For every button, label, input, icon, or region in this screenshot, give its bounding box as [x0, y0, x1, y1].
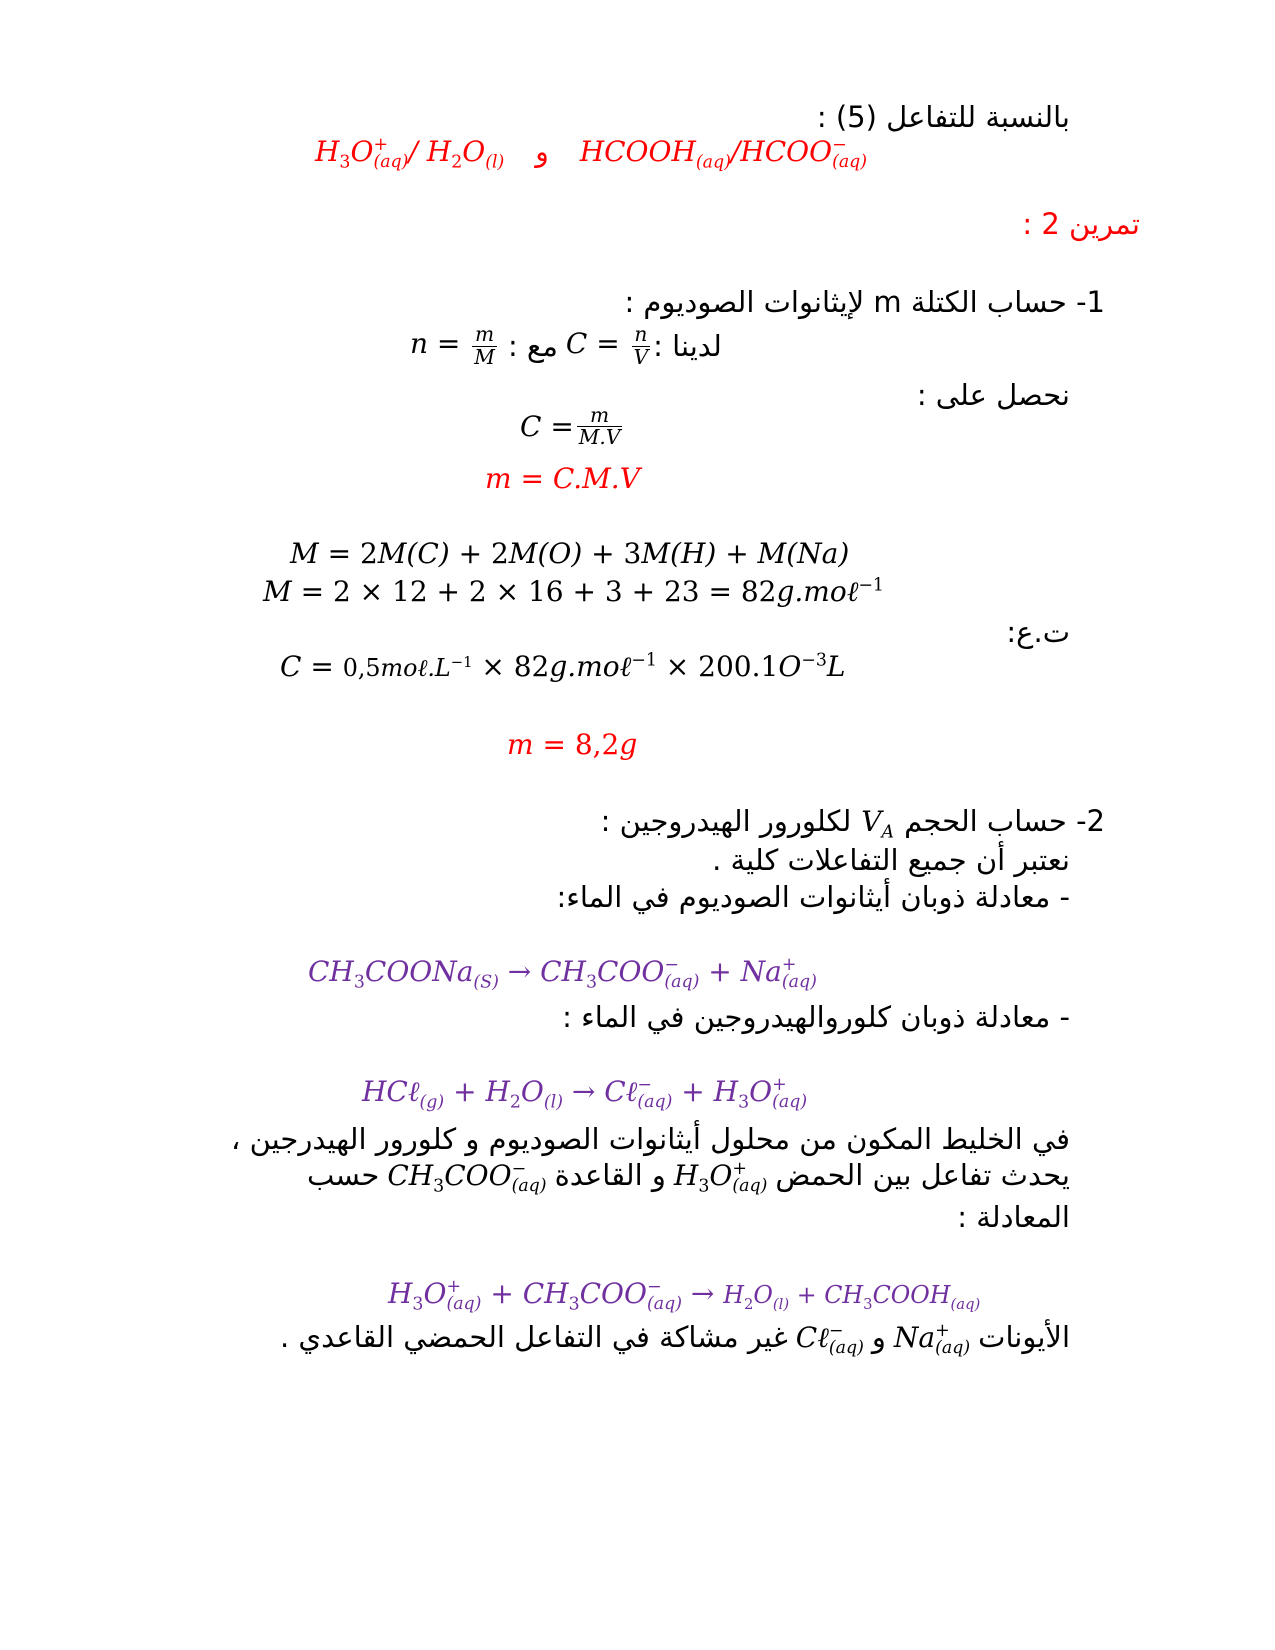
acid-base-couples: $H_3O$ + (aq) / $H_2O_{(l)}$ و $HCOOH_{(aq)}$/HCOO − (aq) — [315, 135, 868, 173]
mixture-line3: المعادلة : — [957, 1200, 1070, 1234]
definitions-line — [410, 318, 722, 374]
couples-and: و — [535, 135, 549, 168]
exercise2-title: تمرين 2 : — [1022, 207, 1140, 241]
formula-m-cmv: m = C.M.V — [485, 462, 640, 495]
hcl-dissolution-equation: HCℓ$_{(g)}$ + $H_2O_{(l)}$ → Cℓ − (aq) + $H_3O$ + (aq) — [362, 1075, 808, 1113]
we-have-label: لدينا : — [653, 329, 722, 363]
mass-result: m = 8,2g — [507, 728, 638, 761]
formula-n: n = $\frac{m}{M}$ — [410, 322, 495, 369]
molar-mass-value: M = 2 × 12 + 2 × 16 + 3 + 23 = 82g.moℓ$^{-1}$ — [263, 575, 884, 608]
with-label: مع : — [507, 329, 558, 363]
mixture-line2: يحدث تفاعل بين الحمض $H_3O$ + (aq) و القاعدة $CH_3COO$ − (aq) حسب — [307, 1158, 1070, 1197]
numerical-application: $C = 0,5mo\ell.L^{-1}$ × 82g.moℓ$^{-1}$ × $200.1O^{-3}L$ — [280, 650, 846, 683]
acid-base-reaction-equation: $H_3O$ + (aq) + $CH_3COO$ − (aq) → $H_2O_{(l)}$ + $CH_3COOH_{(aq)}$ — [388, 1277, 981, 1315]
salt-dissolution-label: - معادلة ذوبان أيثانوات الصوديوم في الماء: — [556, 880, 1070, 914]
we-get-label: نحصل على : — [916, 378, 1070, 412]
part1-heading: 1- حساب الكتلة m لإيثانوات الصوديوم : — [624, 285, 1105, 319]
spectator-ions-line: الأيونات Na + (aq) و Cℓ − (aq) غير مشاكة في التفاعل الحمضي القاعدي . — [279, 1320, 1070, 1358]
formula-c-m-mv: C = $\frac{m}{M.V}$ — [520, 403, 621, 450]
hcl-dissolution-label: - معادلة ذوبان كلوروالهيدروجين في الماء : — [562, 1000, 1070, 1034]
molar-mass-expression: M = 2M(C) + 2M(O) + 3M(H) + M(Na) — [290, 537, 850, 570]
assumption-text: نعتبر أن جميع التفاعلات كلية . — [712, 843, 1070, 877]
salt-dissolution-equation: $CH_3COONa_{(S)} \to CH_3COO$ − (aq) + Na + (aq) — [308, 955, 817, 993]
part2-heading: 2- حساب الحجم $V_A$ لكلورور الهيدروجين : — [600, 804, 1105, 843]
numerical-application-label: ت.ع: — [1006, 615, 1070, 649]
reaction5-heading: بالنسبة للتفاعل (5) : — [816, 100, 1070, 134]
formula-c: C = $\frac{n}{V}$ — [565, 322, 649, 369]
mixture-line1: في الخليط المكون من محلول أيثانوات الصوديوم و كلورور الهيدرجين ، — [230, 1122, 1070, 1156]
